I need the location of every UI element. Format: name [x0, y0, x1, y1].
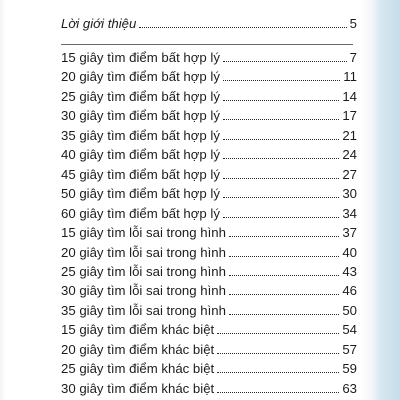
toc-page-number: 30 [342, 186, 357, 202]
toc-entry-title: 35 giây tìm điểm bất hợp lý [61, 127, 220, 143]
toc-page-number: 27 [342, 166, 357, 182]
dot-leader [223, 61, 347, 62]
dot-leader [229, 256, 339, 257]
toc-page-number: 34 [342, 205, 357, 221]
toc-entry-title: 20 giây tìm điểm bất hợp lý [61, 69, 220, 85]
toc-page-number: 37 [342, 225, 357, 241]
toc-intro-row[interactable] [61, 12, 357, 32]
toc-entry-title: 25 giây tìm điểm bất hợp lý [61, 88, 220, 104]
toc-entry-row[interactable] [61, 221, 357, 241]
toc-entry-row[interactable] [61, 357, 357, 377]
toc-entry-title: 15 giây tìm điểm bất hợp lý [61, 50, 220, 65]
dot-leader [217, 353, 339, 354]
toc-entry-title: 30 giây tìm điểm bất hợp lý [61, 108, 220, 124]
toc-entry-title: 30 giây tìm lỗi sai trong hình [61, 283, 226, 299]
toc-page-number: 50 [342, 302, 357, 318]
dot-leader [223, 178, 339, 179]
toc-entry-title: 30 giây tìm điểm khác biệt [61, 380, 215, 396]
toc-entry-title: 20 giây tìm điểm khác biệt [61, 341, 215, 357]
dot-leader [223, 158, 339, 159]
toc-entry-title: 25 giây tìm điểm khác biệt [61, 361, 215, 377]
toc-page-number: 24 [342, 147, 357, 163]
toc-entry-row[interactable] [61, 260, 357, 280]
toc-page-number: 46 [342, 283, 357, 299]
toc-entry-title: 20 giây tìm lỗi sai trong hình [61, 244, 226, 260]
toc-entry-row[interactable] [61, 124, 357, 144]
toc-entry-title: 35 giây tìm lỗi sai trong hình [61, 302, 226, 318]
dot-leader [223, 217, 339, 218]
toc-entry-title: 60 giây tìm điểm bất hợp lý [61, 205, 220, 221]
toc-entry-title: 15 giây tìm lỗi sai trong hình [61, 225, 226, 241]
dot-leader [217, 333, 339, 334]
toc-entry-row[interactable] [61, 241, 357, 261]
dot-leader [223, 119, 339, 120]
toc-entry-row[interactable] [61, 65, 357, 85]
divider [61, 44, 353, 45]
toc-entry-row[interactable] [61, 46, 357, 66]
dot-leader [229, 314, 339, 315]
toc-entry-title: Lời giới thiệu [61, 16, 137, 31]
toc-entry-row[interactable] [61, 299, 357, 319]
toc-entry-title: 40 giây tìm điểm bất hợp lý [61, 147, 220, 163]
toc-page-number: 59 [342, 361, 357, 377]
toc-page-number: 11 [343, 69, 357, 85]
toc-entry-row[interactable] [61, 377, 357, 397]
dot-leader [223, 80, 340, 81]
toc-entry-row[interactable] [61, 182, 357, 202]
dot-leader [217, 372, 339, 373]
toc-page-number: 57 [342, 341, 357, 357]
toc-entry-row[interactable] [61, 163, 357, 183]
toc-page-number: 63 [342, 380, 357, 396]
toc-page-number: 5 [349, 16, 357, 31]
toc-entry-title: 50 giây tìm điểm bất hợp lý [61, 186, 220, 202]
toc-entry-row[interactable] [61, 318, 357, 338]
toc-entry-title: 15 giây tìm điểm khác biệt [61, 322, 215, 338]
dot-leader [139, 27, 346, 28]
toc-entry-title: 25 giây tìm lỗi sai trong hình [61, 263, 226, 279]
toc-page-number: 40 [342, 244, 357, 260]
toc-page-number: 17 [342, 108, 357, 124]
dot-leader [217, 392, 339, 393]
dot-leader [229, 294, 339, 295]
dot-leader [223, 100, 339, 101]
dot-leader [229, 275, 339, 276]
toc-page-number: 54 [342, 322, 357, 338]
toc-entry-row[interactable] [61, 338, 357, 358]
toc-page-number: 7 [349, 50, 357, 65]
toc-entry-row[interactable] [61, 143, 357, 163]
toc-page-number: 21 [342, 127, 357, 143]
dot-leader [229, 236, 339, 237]
toc-entry-row[interactable] [61, 202, 357, 222]
toc-entry-row[interactable] [61, 85, 357, 105]
toc-entry-title: 45 giây tìm điểm bất hợp lý [61, 166, 220, 182]
toc-page-number: 43 [342, 263, 357, 279]
toc-page-number: 14 [342, 88, 357, 104]
dot-leader [223, 197, 339, 198]
toc-entry-row[interactable] [61, 104, 357, 124]
toc-entry-row[interactable] [61, 279, 357, 299]
dot-leader [223, 139, 339, 140]
